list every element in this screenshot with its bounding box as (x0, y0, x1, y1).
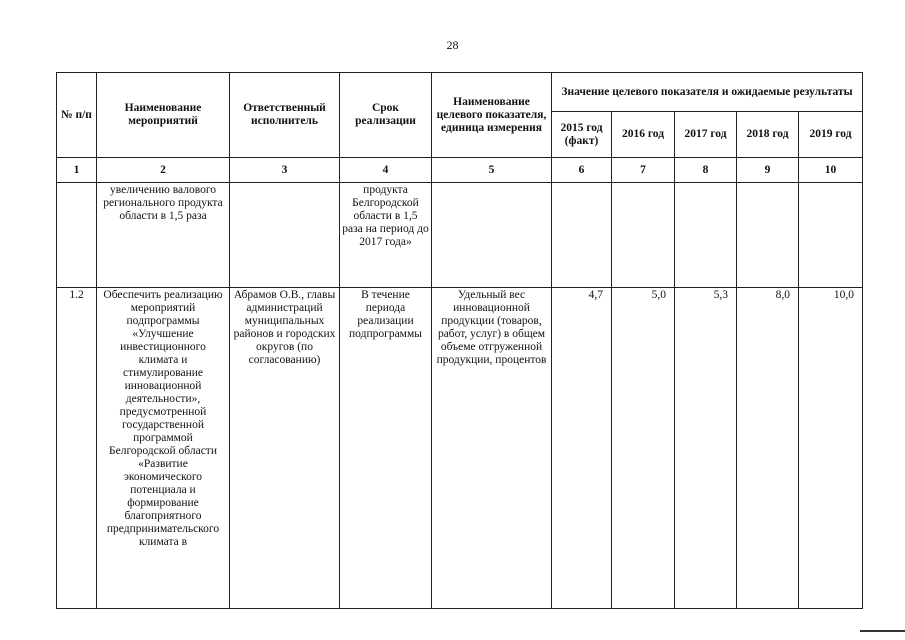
row-value-2015: 4,7 (552, 288, 612, 609)
col-num-2: 2 (97, 158, 230, 183)
col-num-3: 3 (230, 158, 340, 183)
cont-value-2016 (612, 183, 675, 288)
header-indicator: Наименование целевого показателя, единица измерения (432, 73, 552, 158)
cont-indicator (432, 183, 552, 288)
row-value-2017: 5,3 (675, 288, 737, 609)
header-num: № п/п (57, 73, 97, 158)
header-year-2016: 2016 год (612, 112, 675, 158)
col-num-6: 6 (552, 158, 612, 183)
col-num-10: 10 (799, 158, 863, 183)
col-num-8: 8 (675, 158, 737, 183)
cont-responsible (230, 183, 340, 288)
row-responsible: Абрамов О.В., главы администраций муниципальных районов и городских округов (по согласованию) (230, 288, 340, 609)
cont-event-name: увеличению валового регионального продукта области в 1,5 раза (97, 183, 230, 288)
header-term: Срок реализации (340, 73, 432, 158)
scan-edge-mark (860, 630, 905, 632)
program-table (56, 72, 863, 609)
col-num-9: 9 (737, 158, 799, 183)
cont-value-2018 (737, 183, 799, 288)
row-event-name: Обеспечить реализацию мероприятий подпрограммы «Улучшение инвестиционного климата и стимулирование инновационной деятельности», предусмотренной государственной программой Белгородской области «Развитие экономического потенциала и формирование благоприятного предпринимательского климата в (97, 288, 230, 609)
header-year-2015: 2015 год (факт) (552, 112, 612, 158)
header-row-1 (57, 73, 863, 112)
row-value-2018: 8,0 (737, 288, 799, 609)
cont-value-2019 (799, 183, 863, 288)
col-num-7: 7 (612, 158, 675, 183)
table-row (57, 288, 863, 609)
row-value-2019: 10,0 (799, 288, 863, 609)
header-year-2017: 2017 год (675, 112, 737, 158)
header-year-2019: 2019 год (799, 112, 863, 158)
header-values-group: Значение целевого показателя и ожидаемые результаты (552, 73, 863, 112)
header-responsible: Ответственный исполнитель (230, 73, 340, 158)
col-num-4: 4 (340, 158, 432, 183)
cont-num (57, 183, 97, 288)
page-number: 28 (446, 38, 459, 52)
col-num-5: 5 (432, 158, 552, 183)
header-year-2018: 2018 год (737, 112, 799, 158)
cont-term: продукта Белгородской области в 1,5 раза на период до 2017 года» (340, 183, 432, 288)
cont-value-2015 (552, 183, 612, 288)
row-indicator: Удельный вес инновационной продукции (товаров, работ, услуг) в общем объеме отгруженной продукции, процентов (432, 288, 552, 609)
continuation-row (57, 183, 863, 288)
row-term: В течение периода реализации подпрограммы (340, 288, 432, 609)
row-num: 1.2 (57, 288, 97, 609)
col-num-1: 1 (57, 158, 97, 183)
row-value-2016: 5,0 (612, 288, 675, 609)
header-event-name: Наименование мероприятий (97, 73, 230, 158)
column-numbers-row (57, 158, 863, 183)
cont-value-2017 (675, 183, 737, 288)
